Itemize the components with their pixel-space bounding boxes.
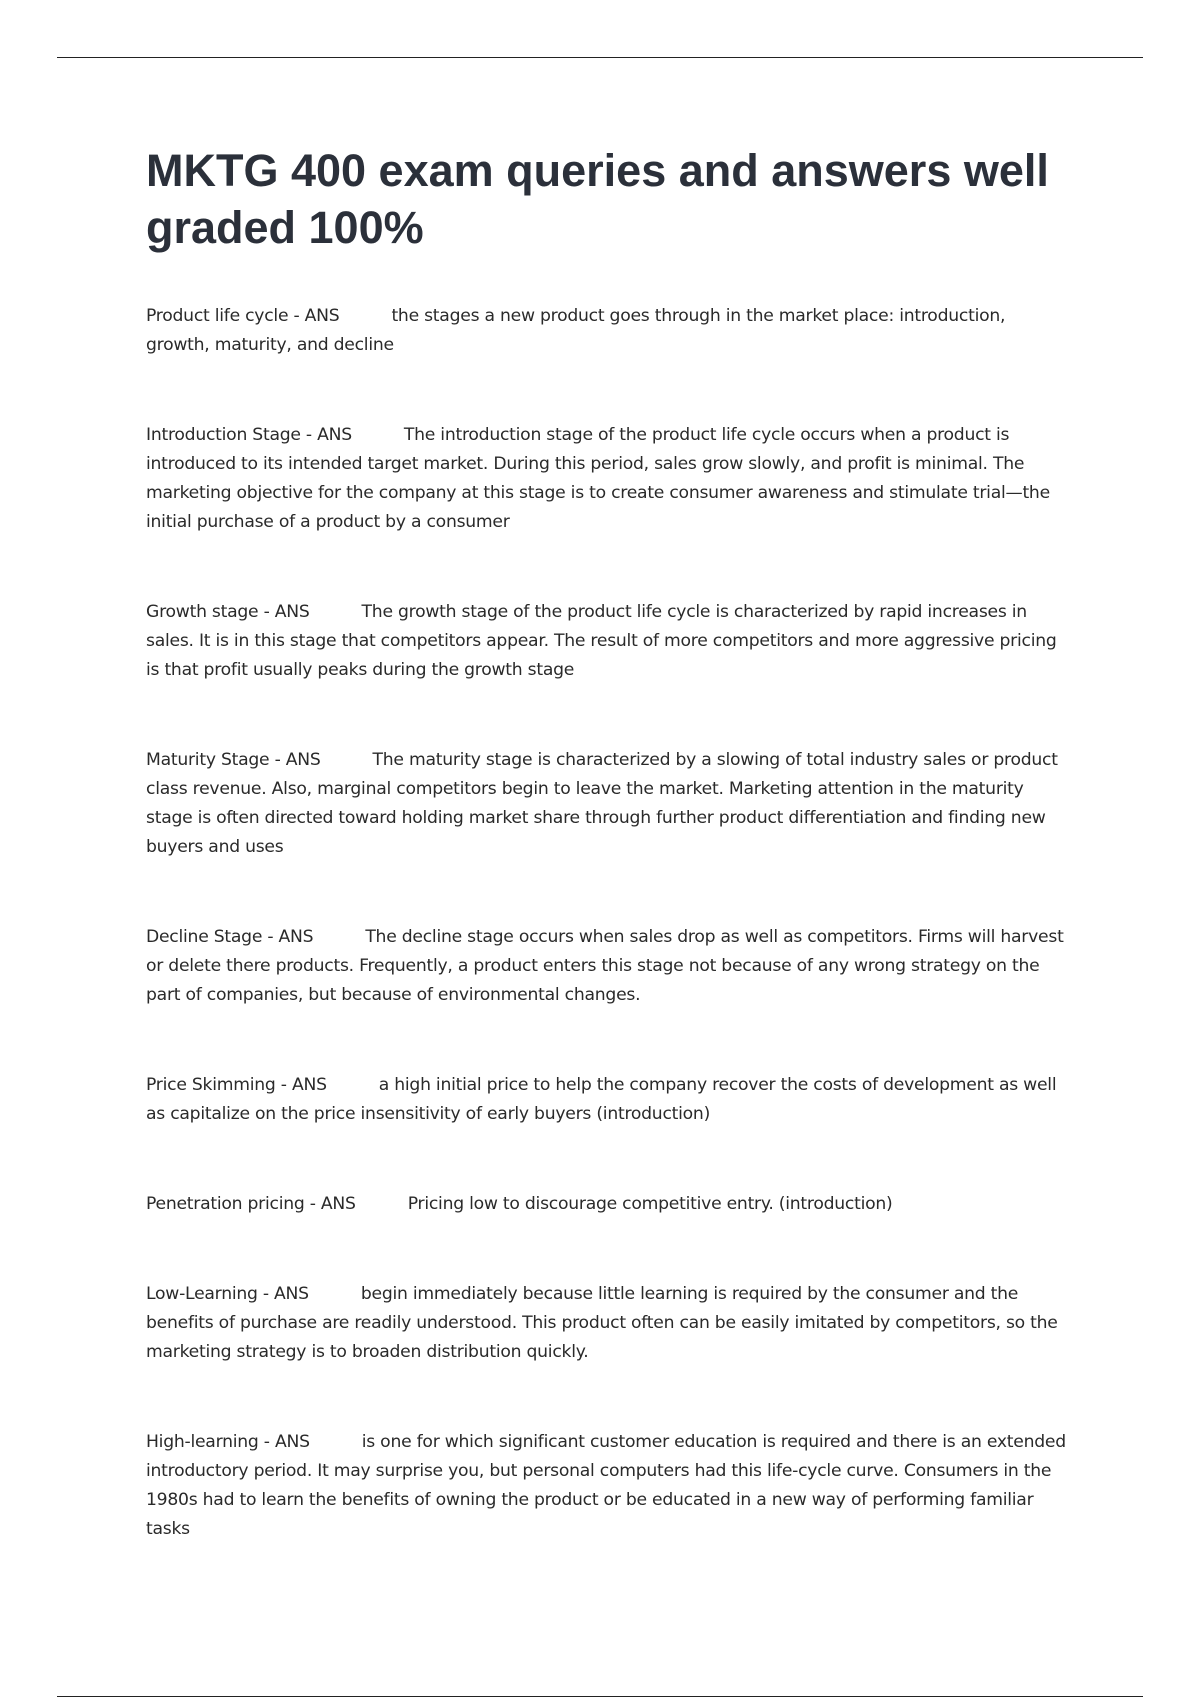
qa-term: Product life cycle - ANS: [146, 306, 340, 326]
qa-term: Low-Learning - ANS: [146, 1284, 309, 1304]
qa-term: Growth stage - ANS: [146, 602, 310, 622]
qa-answer: is one for which significant customer education is required and there is an extended introductory period. It may surprise you, but personal computers had this life-cycle curve. Consumers in the 1980s had to learn the benefits of owning the product or be educated in a new way of performing familiar tasks: [146, 1432, 1066, 1539]
qa-term: Price Skimming - ANS: [146, 1075, 327, 1095]
document-title: MKTG 400 exam queries and answers well graded 100%: [146, 145, 1049, 253]
qa-term: Maturity Stage - ANS: [146, 750, 321, 770]
qa-item: [146, 1190, 1066, 1219]
qa-item: [146, 1071, 1066, 1129]
qa-list: [146, 302, 1066, 1544]
qa-answer: the stages a new product goes through in the market place: introduction, growth, maturity, and decline: [146, 306, 1006, 355]
qa-answer: a high initial price to help the company recover the costs of development as well as capitalize on the price insensitivity of early buyers (introduction): [146, 1075, 1057, 1124]
qa-answer: The decline stage occurs when sales drop as well as competitors. Firms will harvest or delete there products. Frequently, a product enters this stage not because of any wrong strategy on the part of companies, but because of environmental changes.: [146, 927, 1064, 1005]
qa-term: High-learning - ANS: [146, 1432, 310, 1452]
qa-item: [146, 746, 1066, 862]
qa-answer: The maturity stage is characterized by a slowing of total industry sales or product class revenue. Also, marginal competitors begin to leave the market. Marketing attention in the maturity stage is often directed toward holding market share through further product differentiation and finding new buyers and uses: [146, 750, 1058, 857]
qa-item: [146, 1280, 1066, 1367]
header-rule: [57, 57, 1143, 58]
qa-item: [146, 1428, 1066, 1544]
qa-term: Introduction Stage - ANS: [146, 425, 352, 445]
footer-rule: [57, 1696, 1143, 1697]
qa-answer: Pricing low to discourage competitive entry. (introduction): [407, 1194, 893, 1214]
qa-item: [146, 421, 1066, 537]
qa-term: Penetration pricing - ANS: [146, 1194, 356, 1214]
qa-term: Decline Stage - ANS: [146, 927, 314, 947]
qa-answer: The growth stage of the product life cycle is characterized by rapid increases in sales. It is in this stage that competitors appear. The result of more competitors and more aggressive pricing is that profit usually peaks during the growth stage: [146, 602, 1057, 680]
qa-answer: begin immediately because little learning is required by the consumer and the benefits of purchase are readily understood. This product often can be easily imitated by competitors, so the marketing strategy is to broaden distribution quickly.: [146, 1284, 1058, 1362]
qa-item: [146, 598, 1066, 685]
qa-item: [146, 302, 1066, 360]
qa-item: [146, 923, 1066, 1010]
qa-answer: The introduction stage of the product life cycle occurs when a product is introduced to its intended target market. During this period, sales grow slowly, and profit is minimal. The marketing objective for the company at this stage is to create consumer awareness and stimulate trial—the initial purchase of a product by a consumer: [146, 425, 1050, 532]
document-body: [146, 142, 1066, 1605]
